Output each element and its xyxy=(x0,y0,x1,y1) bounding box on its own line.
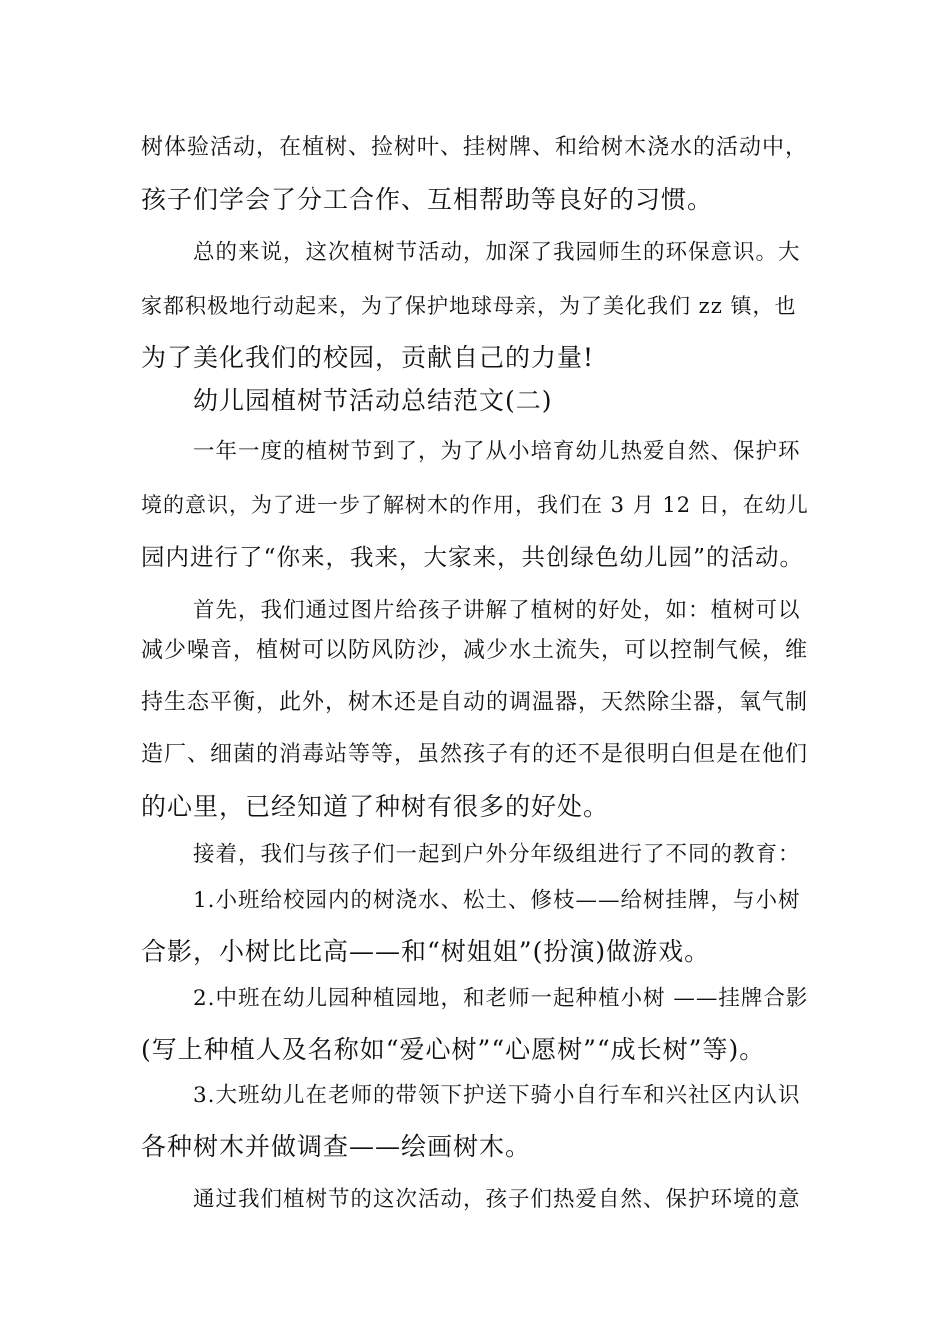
text-line-7: 一年一度的植树节到了，为了从小培育幼儿热爱自然、保护环 xyxy=(193,439,801,464)
text-line-3: 总的来说，这次植树节活动，加深了我园师生的环保意识。大 xyxy=(193,240,801,265)
text-line-12: 持生态平衡，此外，树木还是自动的调温器，天然除尘器，氧气制 xyxy=(141,690,809,715)
text-line-8: 境的意识，为了进一步了解树木的作用，我们在 3 月 12 日，在幼儿 xyxy=(141,493,809,517)
text-line-1: 树体验活动，在植树、捡树叶、挂树牌、和给树木浇水的活动中， xyxy=(141,135,809,160)
list-item-2-line-1: 2.中班在幼儿园种植园地，和老师一起种植小树 ——挂牌合影 xyxy=(193,986,809,1011)
text-line-22: 通过我们植树节的这次活动，孩子们热爱自然、保护环境的意 xyxy=(193,1187,801,1212)
text-line-10: 首先，我们通过图片给孩子讲解了植树的好处，如：植树可以 xyxy=(193,598,801,623)
text-line-4: 家都积极地行动起来，为了保护地球母亲，为了美化我们 zz 镇，也 xyxy=(141,294,797,318)
section-heading: 幼儿园植树节活动总结范文(二) xyxy=(193,386,553,415)
list-item-3-line-1: 3.大班幼儿在老师的带领下护送下骑小自行车和兴社区内认识 xyxy=(193,1083,801,1108)
text-line-13: 造厂、细菌的消毒站等等，虽然孩子有的还不是很明白但是在他们 xyxy=(141,742,809,767)
list-item-1-line-1: 1.小班给校园内的树浇水、松土、修枝——给树挂牌，与小树 xyxy=(193,888,801,913)
text-line-2: 孩子们学会了分工合作、互相帮助等良好的习惯。 xyxy=(141,185,714,214)
text-line-9: 园内进行了“你来，我来，大家来，共创绿色幼儿园”的活动。 xyxy=(141,543,805,571)
text-line-5: 为了美化我们的校园，贡献自己的力量! xyxy=(141,343,595,372)
text-line-15: 接着，我们与孩子们一起到户外分年级组进行了不同的教育： xyxy=(193,842,801,867)
list-item-1-line-2: 合影，小树比比高——和“树姐姐”(扮演)做游戏。 xyxy=(141,937,711,966)
list-item-2-line-2: (写上种植人及名称如“爱心树”“心愿树”“成长树”等)。 xyxy=(141,1035,766,1064)
text-line-11: 减少噪音，植树可以防风防沙，减少水土流失，可以控制气候，维 xyxy=(141,638,809,663)
text-line-14: 的心里，已经知道了种树有很多的好处。 xyxy=(141,792,610,821)
list-item-3-line-2: 各种树木并做调查——绘画树木。 xyxy=(141,1132,532,1161)
